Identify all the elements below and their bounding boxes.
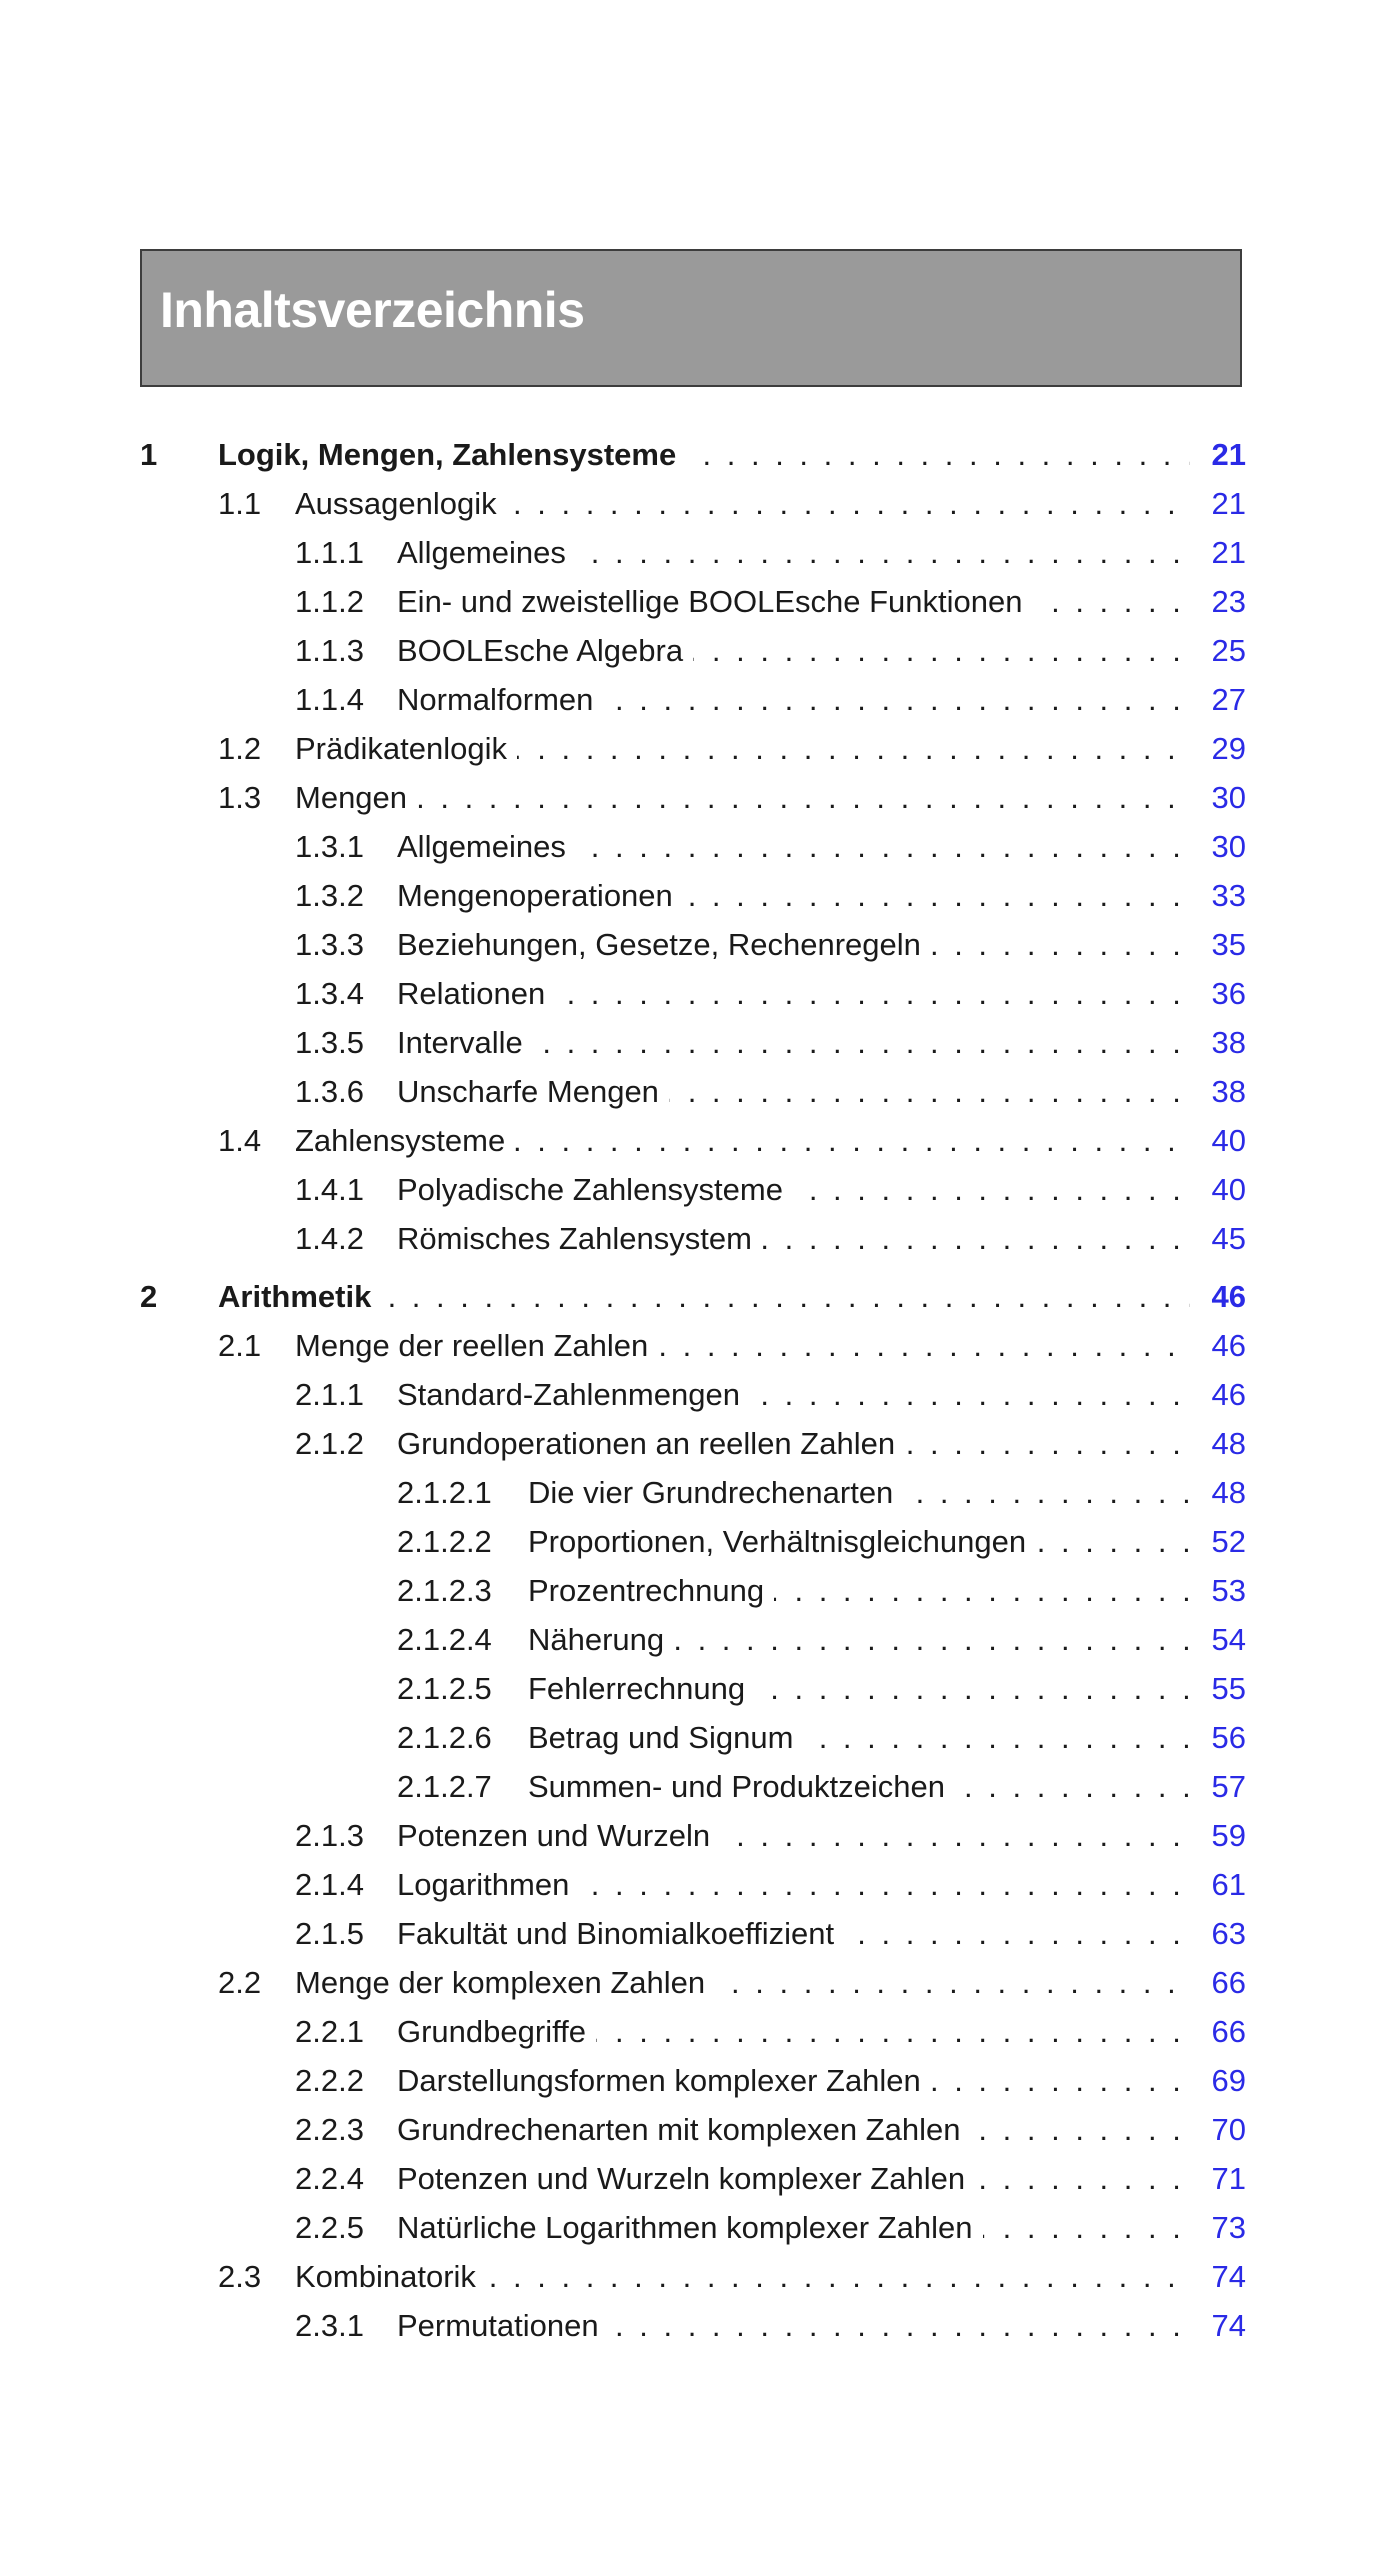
toc-entry-title: Proportionen, Verhältnisgleichungen	[528, 1522, 1036, 1562]
toc-page-number[interactable]: 30	[1211, 780, 1246, 815]
toc-entry[interactable]	[0, 2159, 1387, 2199]
toc-entry-number: 2.1.1	[295, 1377, 364, 1412]
toc-entry-number: 1.3.6	[295, 1074, 364, 1109]
toc-entry[interactable]	[0, 1023, 1387, 1063]
toc-entry-title: Intervalle	[397, 1023, 533, 1063]
page-title: Inhaltsverzeichnis	[160, 282, 585, 338]
toc-entry-number: 2.2.5	[295, 2210, 364, 2245]
toc-page-number[interactable]: 48	[1211, 1475, 1246, 1510]
toc-page-number[interactable]: 21	[1211, 437, 1246, 472]
toc-page-number[interactable]: 52	[1211, 1524, 1246, 1559]
toc-entry[interactable]	[0, 1571, 1387, 1611]
toc-entry-title: Ein- und zweistellige BOOLEsche Funktionen	[397, 582, 1033, 622]
toc-entry-number: 1.1	[218, 486, 262, 521]
toc-page-number[interactable]: 29	[1211, 731, 1246, 766]
toc-page-number[interactable]: 21	[1211, 535, 1246, 570]
toc-entry[interactable]	[0, 974, 1387, 1014]
toc-entry-title: BOOLEsche Algebra	[397, 631, 693, 671]
toc-chapter-entry[interactable]	[0, 435, 1387, 475]
toc-page-number[interactable]: 61	[1211, 1867, 1246, 1902]
toc-entry[interactable]	[0, 1375, 1387, 1415]
toc-entry-title: Fakultät und Binomialkoeffizient	[397, 1914, 844, 1954]
toc-entry[interactable]	[0, 2208, 1387, 2248]
toc-entry-number: 2.1.4	[295, 1867, 364, 1902]
toc-entry-title: Prozentrechnung	[528, 1571, 774, 1611]
toc-page-number[interactable]: 48	[1211, 1426, 1246, 1461]
toc-entry-number: 2.2.4	[295, 2161, 364, 2196]
toc-entry[interactable]	[0, 582, 1387, 622]
toc-entry-number: 1.1.3	[295, 633, 364, 668]
toc-entry-title: Allgemeines	[397, 533, 576, 573]
toc-entry-number: 1.1.2	[295, 584, 364, 619]
toc-entry[interactable]	[0, 1620, 1387, 1660]
toc-entry-title: Menge der komplexen Zahlen	[295, 1963, 715, 2003]
toc-entry-number: 2.2.2	[295, 2063, 364, 2098]
toc-entry-number: 1.3	[218, 780, 262, 815]
toc-page-number[interactable]: 40	[1211, 1123, 1246, 1158]
toc-entry[interactable]	[0, 1473, 1387, 1513]
toc-page-number[interactable]: 46	[1211, 1377, 1246, 1412]
toc-entry-title: Die vier Grundrechenarten	[528, 1473, 903, 1513]
toc-entry-title: Logik, Mengen, Zahlensysteme	[218, 435, 686, 475]
toc-page-number[interactable]: 71	[1211, 2161, 1246, 2196]
toc-page-number[interactable]: 69	[1211, 2063, 1246, 2098]
toc-header	[140, 249, 1242, 387]
toc-entry[interactable]	[0, 1170, 1387, 1210]
toc-entry-number: 2.1.2.4	[397, 1622, 492, 1657]
toc-entry[interactable]	[0, 1072, 1387, 1112]
toc-entry-title: Unscharfe Mengen	[397, 1072, 669, 1112]
toc-entry-number: 1.3.4	[295, 976, 364, 1011]
toc-entry-title: Permutationen	[397, 2306, 609, 2346]
toc-entry-title: Römisches Zahlensystem	[397, 1219, 762, 1259]
toc-page-number[interactable]: 66	[1211, 1965, 1246, 2000]
toc-entry[interactable]	[0, 1522, 1387, 1562]
toc-entry-number: 1.1.1	[295, 535, 364, 570]
toc-entry-title: Potenzen und Wurzeln	[397, 1816, 720, 1856]
toc-page-number[interactable]: 66	[1211, 2014, 1246, 2049]
toc-entry-number: 2.3	[218, 2259, 262, 2294]
toc-entry-title: Zahlensysteme	[295, 1121, 515, 1161]
toc-entry-number: 2.2.3	[295, 2112, 364, 2147]
toc-entry-title: Fehlerrechnung	[528, 1669, 755, 1709]
toc-entry[interactable]	[0, 1767, 1387, 1807]
toc-page-number[interactable]: 30	[1211, 829, 1246, 864]
toc-entry[interactable]	[0, 778, 1387, 818]
toc-page-number[interactable]: 46	[1211, 1279, 1246, 1314]
toc-page-number[interactable]: 45	[1211, 1221, 1246, 1256]
toc-entry-title: Darstellungsformen komplexer Zahlen	[397, 2061, 931, 2101]
toc-entry-number: 2.1.2.1	[397, 1475, 492, 1510]
toc-entry-title: Betrag und Signum	[528, 1718, 803, 1758]
toc-entry[interactable]	[0, 2257, 1387, 2297]
toc-page-number[interactable]: 21	[1211, 486, 1246, 521]
toc-entry[interactable]	[0, 1718, 1387, 1758]
toc-entry[interactable]	[0, 484, 1387, 524]
toc-entry-title: Normalformen	[397, 680, 603, 720]
toc-entry-number: 1.2	[218, 731, 262, 766]
toc-entry[interactable]	[0, 2061, 1387, 2101]
toc-page-number[interactable]: 55	[1211, 1671, 1246, 1706]
toc-page-number[interactable]: 57	[1211, 1769, 1246, 1804]
toc-entry-title: Standard-Zahlenmengen	[397, 1375, 750, 1415]
toc-entry-title: Grundbegriffe	[397, 2012, 596, 2052]
toc-entry[interactable]	[0, 876, 1387, 916]
toc-entry-title: Arithmetik	[218, 1277, 381, 1317]
toc-page-number[interactable]: 74	[1211, 2308, 1246, 2343]
toc-page-number[interactable]: 53	[1211, 1573, 1246, 1608]
toc-entry[interactable]	[0, 1326, 1387, 1366]
toc-entry[interactable]	[0, 729, 1387, 769]
toc-entry-number: 2.1.2.2	[397, 1524, 492, 1559]
toc-entry-title: Logarithmen	[397, 1865, 579, 1905]
toc-page-number[interactable]: 35	[1211, 927, 1246, 962]
toc-entry-number: 1.4.2	[295, 1221, 364, 1256]
toc-entry[interactable]	[0, 1963, 1387, 2003]
toc-entry[interactable]	[0, 2110, 1387, 2150]
toc-entry-title: Mengenoperationen	[397, 876, 683, 916]
toc-entry-title: Grundoperationen an reellen Zahlen	[397, 1424, 905, 1464]
toc-page-number[interactable]: 33	[1211, 878, 1246, 913]
toc-page-number[interactable]: 70	[1211, 2112, 1246, 2147]
toc-entry[interactable]	[0, 1914, 1387, 1954]
toc-entry[interactable]	[0, 1219, 1387, 1259]
toc-page-number[interactable]: 36	[1211, 976, 1246, 1011]
toc-entry-number: 1.3.2	[295, 878, 364, 913]
dot-leader	[295, 778, 1190, 818]
toc-entry-title: Natürliche Logarithmen komplexer Zahlen	[397, 2208, 983, 2248]
toc-entry-title: Grundrechenarten mit komplexen Zahlen	[397, 2110, 970, 2150]
toc-entry-title: Relationen	[397, 974, 555, 1014]
toc-entry[interactable]	[0, 827, 1387, 867]
toc-entry-number: 2.3.1	[295, 2308, 364, 2343]
toc-entry-title: Summen- und Produktzeichen	[528, 1767, 955, 1807]
toc-entry-title: Näherung	[528, 1620, 674, 1660]
toc-page-number[interactable]: 40	[1211, 1172, 1246, 1207]
toc-entry-number: 1.1.4	[295, 682, 364, 717]
toc-chapter-entry[interactable]	[0, 1277, 1387, 1317]
toc-entry-number: 2.1.2.7	[397, 1769, 492, 1804]
toc-entry-title: Polyadische Zahlensysteme	[397, 1170, 793, 1210]
toc-entry-title: Beziehungen, Gesetze, Rechenregeln	[397, 925, 931, 965]
toc-entry[interactable]	[0, 1865, 1387, 1905]
toc-entry-number: 2	[140, 1279, 158, 1314]
toc-entry-number: 1	[140, 437, 158, 472]
toc-entry-number: 1.4.1	[295, 1172, 364, 1207]
toc-entry-number: 1.3.1	[295, 829, 364, 864]
toc-entry-title: Prädikatenlogik	[295, 729, 517, 769]
toc-entry-number: 2.2.1	[295, 2014, 364, 2049]
toc-page-number[interactable]: 38	[1211, 1074, 1246, 1109]
toc-entry[interactable]	[0, 680, 1387, 720]
toc-page-number[interactable]: 54	[1211, 1622, 1246, 1657]
toc-entry[interactable]	[0, 1121, 1387, 1161]
toc-page-number[interactable]: 27	[1211, 682, 1246, 717]
toc-entry[interactable]	[0, 2306, 1387, 2346]
toc-page-number[interactable]: 23	[1211, 584, 1246, 619]
toc-entry[interactable]	[0, 631, 1387, 671]
toc-entry-number: 1.3.5	[295, 1025, 364, 1060]
toc-page-number[interactable]: 56	[1211, 1720, 1246, 1755]
toc-entry-number: 2.2	[218, 1965, 262, 2000]
toc-page-number[interactable]: 59	[1211, 1818, 1246, 1853]
toc-entry-number: 2.1.5	[295, 1916, 364, 1951]
toc-entry-title: Potenzen und Wurzeln komplexer Zahlen	[397, 2159, 975, 2199]
toc-entry-number: 1.3.3	[295, 927, 364, 962]
toc-page-number[interactable]: 73	[1211, 2210, 1246, 2245]
toc-entry-title: Menge der reellen Zahlen	[295, 1326, 658, 1366]
toc-entry-number: 2.1.2	[295, 1426, 364, 1461]
toc-entry-title: Kombinatorik	[295, 2257, 486, 2297]
toc-entry[interactable]	[0, 2012, 1387, 2052]
toc-entry-title: Allgemeines	[397, 827, 576, 867]
toc-entry[interactable]	[0, 1816, 1387, 1856]
toc-page-number[interactable]: 46	[1211, 1328, 1246, 1363]
toc-page-number[interactable]: 38	[1211, 1025, 1246, 1060]
toc-entry-title: Mengen	[295, 778, 417, 818]
toc-entry[interactable]	[0, 925, 1387, 965]
toc-entry[interactable]	[0, 533, 1387, 573]
toc-entry[interactable]	[0, 1424, 1387, 1464]
toc-entry-number: 2.1.2.5	[397, 1671, 492, 1706]
toc-page-number[interactable]: 25	[1211, 633, 1246, 668]
toc-entry-number: 2.1	[218, 1328, 262, 1363]
toc-entry-number: 2.1.2.3	[397, 1573, 492, 1608]
toc-entry-number: 1.4	[218, 1123, 262, 1158]
toc-entry-number: 2.1.2.6	[397, 1720, 492, 1755]
toc-entry[interactable]	[0, 1669, 1387, 1709]
toc-entry-title: Aussagenlogik	[295, 484, 507, 524]
toc-page-number[interactable]: 63	[1211, 1916, 1246, 1951]
toc-entry-number: 2.1.3	[295, 1818, 364, 1853]
toc-page-number[interactable]: 74	[1211, 2259, 1246, 2294]
